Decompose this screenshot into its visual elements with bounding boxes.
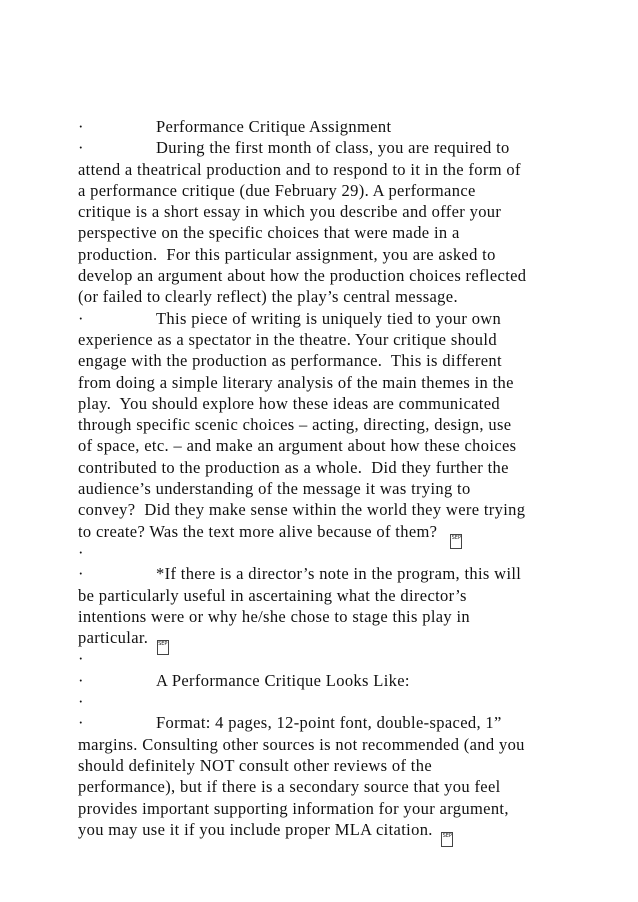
line-text: This piece of writing is uniquely tied to your own [156,308,502,328]
bullet-line [78,563,578,584]
line-text: from doing a simple literary analysis of the main themes in the [78,372,514,392]
line-text: Format: 4 pages, 12-point font, double-spaced, 1” [156,713,502,733]
line-text: contributed to the production as a whole. Did they further the [78,457,509,477]
bullet-line [78,542,578,563]
text-line [78,819,578,840]
bullet-line [78,648,578,669]
bullet-marker: · [78,692,84,712]
line-text: should definitely NOT consult other reviews of the [78,755,433,775]
bullet-line [78,691,578,712]
line-text: to create? Was the text more alive because of them? [78,521,447,541]
line-text: performance), but if there is a secondary source that you feel [78,777,501,797]
line-text: critique is a short essay in which you describe and offer your [78,202,502,222]
bullet-line [78,712,578,733]
line-text: you may use it if you include proper MLA citation. [78,819,438,839]
line-text: through specific scenic choices – acting, directing, design, use [78,415,512,435]
text-line [78,435,578,456]
bullet-marker: · [78,564,84,584]
bullet-line [78,116,578,137]
line-text: play. You should explore how these ideas are communicated [78,393,501,413]
bullet-line [78,670,578,691]
text-line [78,222,578,243]
line-text: intentions were or why he/she chose to stage this play in [78,606,471,626]
bullet-line [78,308,578,329]
bullet-marker: · [78,670,84,690]
text-line [78,627,578,648]
bullet-line [78,137,578,158]
text-line [78,159,578,180]
text-line [78,606,578,627]
text-line [78,734,578,755]
text-line [78,521,578,542]
line-text: (or failed to clearly reflect) the play’s central message. [78,287,458,307]
text-line [78,372,578,393]
line-text: production. For this particular assignment, you are asked to [78,244,496,264]
line-text: convey? Did they make sense within the world they were trying [78,500,526,520]
text-line [78,393,578,414]
line-text: perspective on the specific choices that were made in a [78,223,460,243]
text-line [78,755,578,776]
line-text: experience as a spectator in the theatre. Your critique should [78,329,497,349]
text-line [78,585,578,606]
text-line [78,329,578,350]
text-line [78,499,578,520]
line-text: A Performance Critique Looks Like: [156,670,410,690]
text-line [78,798,578,819]
line-text: Performance Critique Assignment [156,117,392,136]
text-line [78,776,578,797]
assignment-text [78,116,578,840]
line-text: *If there is a director’s note in the program, this will [156,564,522,584]
separator-glyph-icon: SEP [441,832,453,847]
line-text: engage with the production as performance. This is different [78,351,502,371]
text-line [78,244,578,265]
separator-glyph-icon: SEP [450,534,462,549]
line-text: develop an argument about how the production choices reflected [78,266,527,286]
bullet-marker: · [78,713,84,733]
line-text: a performance critique (due February 29). A performance [78,180,476,200]
line-text: provides important supporting information for your argument, [78,798,509,818]
line-text: be particularly useful in ascertaining what the director’s [78,585,467,605]
line-text: audience’s understanding of the message it was trying to [78,479,471,499]
bullet-marker: · [78,542,84,562]
bullet-marker: · [78,649,84,669]
line-text: of space, etc. – and make an argument about how these choices [78,436,517,456]
line-text: During the first month of class, you are required to [156,138,510,158]
line-text: attend a theatrical production and to respond to it in the form of [78,159,521,179]
bullet-marker: · [78,117,84,136]
separator-glyph-icon: SEP [157,640,169,655]
text-line [78,201,578,222]
line-text: margins. Consulting other sources is not recommended (and you [78,734,525,754]
text-line [78,265,578,286]
bullet-marker: · [78,138,84,158]
text-line [78,180,578,201]
line-text: particular. [78,628,153,648]
text-line [78,414,578,435]
text-line [78,457,578,478]
text-line [78,286,578,307]
text-line [78,478,578,499]
bullet-marker: · [78,308,84,328]
text-line [78,350,578,371]
